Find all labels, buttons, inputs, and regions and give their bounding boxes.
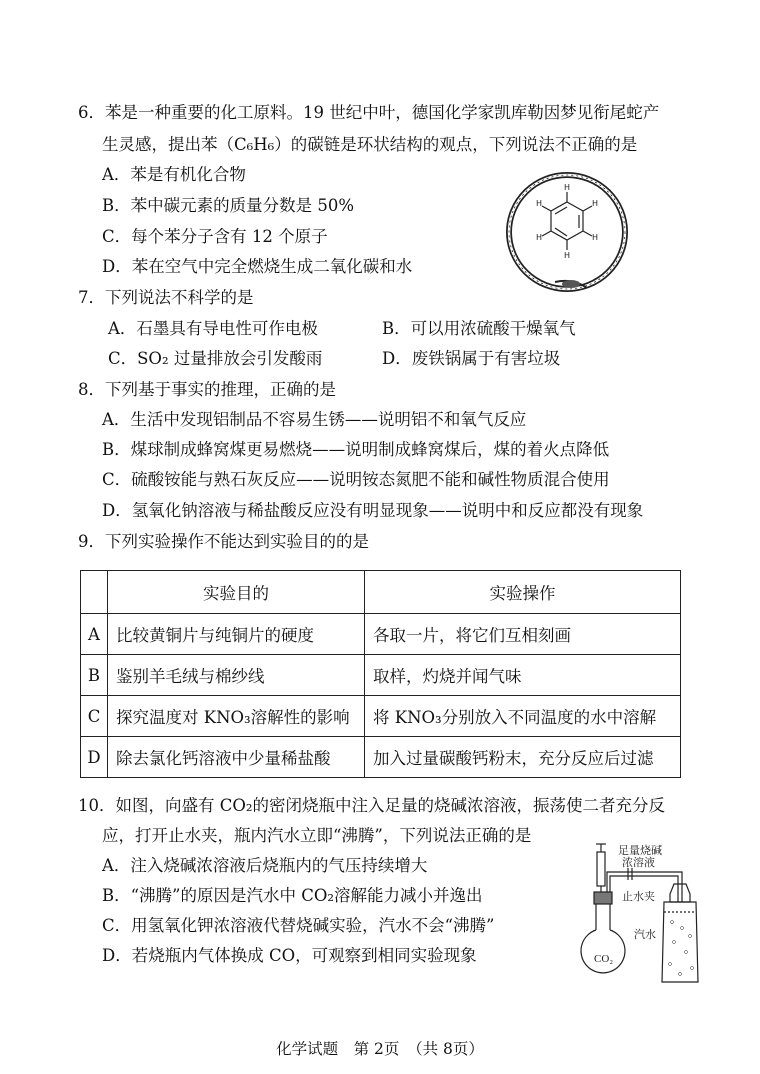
- q6-option-d: D．苯在空气中完全燃烧生成二氧化碳和水: [102, 257, 413, 276]
- benzene-h-label: H: [563, 183, 571, 192]
- svg-text:H: H: [591, 199, 599, 208]
- row-purpose: 探究温度对 KNO₃溶解性的影响: [108, 696, 365, 737]
- row-label: A: [81, 614, 108, 655]
- benzene-ouroboros-figure: [503, 170, 633, 298]
- q8-stem: 8．下列基于事实的推理，正确的是: [78, 380, 336, 399]
- page-footer: 化学试题 第 2页 （共 8页）: [276, 1040, 484, 1058]
- table-row: [81, 614, 681, 655]
- q9-experiment-table: [80, 570, 681, 778]
- row-operation: 加入过量碳酸钙粉末，充分反应后过滤: [365, 737, 681, 778]
- row-purpose: 比较黄铜片与纯铜片的硬度: [108, 614, 365, 655]
- svg-text:H: H: [563, 251, 571, 260]
- row-purpose: 鉴别羊毛绒与棉纱线: [108, 655, 365, 696]
- q10-option-c: C．用氢氧化钾浓溶液代替烧碱实验，汽水不会“沸腾”: [102, 916, 495, 935]
- q7-option-a: A．石墨具有导电性可作电极: [108, 319, 318, 338]
- q6-stem-line1: 6．苯是一种重要的化工原料。19 世纪中叶，德国化学家凯库勒因梦见衔尾蛇产: [78, 103, 660, 122]
- row-label: D: [81, 737, 108, 778]
- q7-option-b: B．可以用浓硫酸干燥氧气: [382, 319, 576, 338]
- q8-option-d: D．氢氧化钠溶液与稀盐酸反应没有明显现象——说明中和反应都没有现象: [102, 501, 644, 520]
- label-flask-co2: CO₂: [594, 953, 614, 965]
- table-header-operation: 实验操作: [365, 571, 681, 614]
- row-operation: 取样，灼烧并闻气味: [365, 655, 681, 696]
- q10-option-a: A．注入烧碱浓溶液后烧瓶内的气压持续增大: [102, 856, 428, 875]
- q10-stem-line1: 10．如图，向盛有 CO₂的密闭烧瓶中注入足量的烧碱浓溶液，振荡使二者充分反: [78, 796, 666, 815]
- table-header-row: [81, 571, 681, 614]
- q6-option-a: A．苯是有机化合物: [102, 165, 246, 184]
- row-label: C: [81, 696, 108, 737]
- q10-option-b: B．“沸腾”的原因是汽水中 CO₂溶解能力减小并逸出: [102, 886, 483, 905]
- table-row: [81, 737, 681, 778]
- q8-option-a: A．生活中发现铝制品不容易生锈——说明铝不和氧气反应: [102, 410, 527, 429]
- q6-option-b: B．苯中碳元素的质量分数是 50%: [102, 196, 355, 215]
- q6-stem-line2: 生灵感，提出苯（C₆H₆）的碳链是环状结构的观点，下列说法不正确的是: [102, 135, 638, 154]
- q7-option-d: D．废铁锅属于有害垃圾: [382, 349, 561, 368]
- label-naoh-solution-2: 浓溶液: [622, 857, 655, 869]
- table-row: [81, 655, 681, 696]
- row-label: B: [81, 655, 108, 696]
- svg-text:H: H: [535, 199, 543, 208]
- q10-option-d: D．若烧瓶内气体换成 CO，可观察到相同实验现象: [102, 946, 477, 965]
- q7-option-c: C．SO₂ 过量排放会引发酸雨: [108, 349, 323, 368]
- table-header-blank: [81, 571, 108, 614]
- label-naoh-solution-1: 足量烧碱: [618, 845, 662, 857]
- q10-stem-line2: 应，打开止水夹，瓶内汽水立即“沸腾”，下列说法正确的是: [102, 826, 532, 845]
- svg-text:H: H: [535, 233, 543, 242]
- row-operation: 将 KNO₃分别放入不同温度的水中溶解: [365, 696, 681, 737]
- label-soda: 汽水: [634, 929, 656, 941]
- row-operation: 各取一片，将它们互相刻画: [365, 614, 681, 655]
- q8-option-c: C．硫酸铵能与熟石灰反应——说明铵态氮肥不能和碱性物质混合使用: [102, 470, 610, 489]
- table-row: [81, 696, 681, 737]
- q9-stem: 9．下列实验操作不能达到实验目的的是: [78, 532, 369, 551]
- row-purpose: 除去氯化钙溶液中少量稀盐酸: [108, 737, 365, 778]
- table-header-purpose: 实验目的: [108, 571, 365, 614]
- label-clamp: 止水夹: [622, 891, 655, 903]
- apparatus-figure: [570, 842, 720, 992]
- q8-option-b: B．煤球制成蜂窝煤更易燃烧——说明制成蜂窝煤后，煤的着火点降低: [102, 440, 610, 459]
- q7-stem: 7．下列说法不科学的是: [78, 288, 254, 307]
- q6-option-c: C．每个苯分子含有 12 个原子: [102, 227, 328, 246]
- svg-text:H: H: [591, 233, 599, 242]
